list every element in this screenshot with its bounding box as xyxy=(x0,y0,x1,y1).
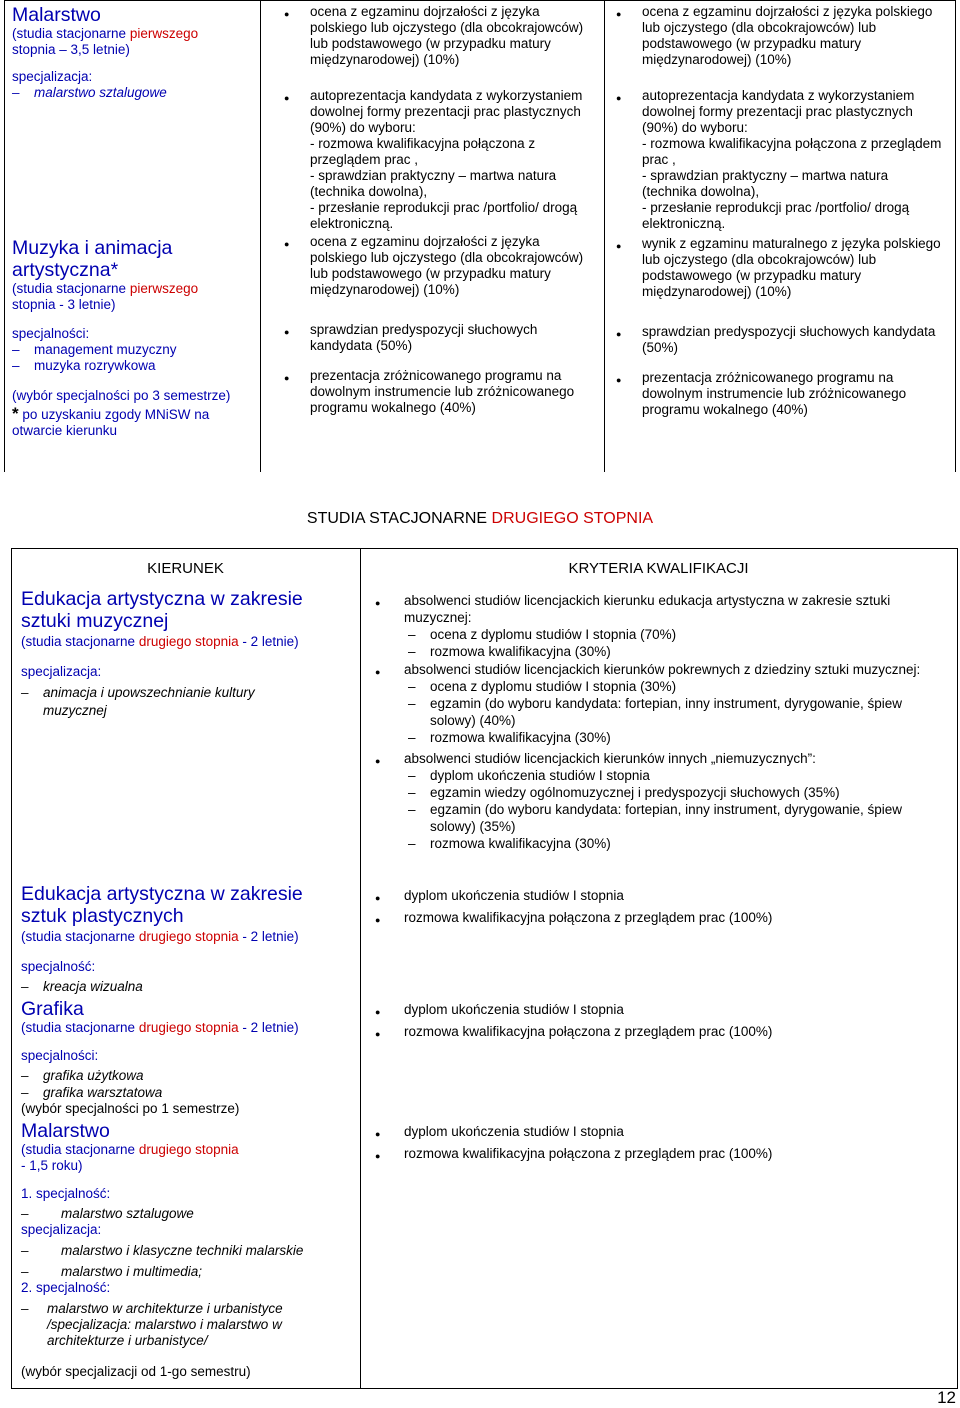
criteria-group: ● absolwenci studiów licencjackich kierunków pokrewnych z dziedziny sztuki muzycznej: xyxy=(372,661,947,678)
criteria-item: ● dyplom ukończenia studiów I stopnia xyxy=(372,1123,947,1140)
spec1-label: 1. specjalność: xyxy=(21,1186,111,1201)
mode-level: drugiego stopnia xyxy=(138,1020,239,1035)
spec-item: – grafika warsztatowa xyxy=(21,1085,351,1101)
choice-note: (wybór specjalności po 3 semestrze) xyxy=(12,388,231,403)
mode-prefix: (studia stacjonarne xyxy=(21,1142,139,1157)
criteria-item: ● rozmowa kwalifikacyjna połączona z przeglądem prac (100%) xyxy=(372,1023,947,1040)
criteria-edu-plastyczna xyxy=(372,887,947,926)
table-top-border xyxy=(11,548,958,549)
criteria-item: ● rozmowa kwalifikacyjna połączona z przeglądem prac (100%) xyxy=(372,909,947,926)
criteria-group: ● absolwenci studiów licencjackich kierunku edukacja artystyczna w zakresie sztuki muzycznej: xyxy=(372,592,947,626)
program-title: Grafika xyxy=(21,998,84,1020)
criterion: ● sprawdzian predyspozycji słuchowych kandydata (50%) xyxy=(284,322,590,354)
mode-prefix: (studia stacjonarne xyxy=(21,1020,139,1035)
criteria-malarstwo xyxy=(372,1123,947,1162)
program-mode-line2: stopnia - 3 letnie) xyxy=(12,297,116,312)
mode-level: drugiego stopnia xyxy=(138,1142,239,1157)
criteria-edu-muzyczna xyxy=(372,592,947,852)
criteria-item: – rozmowa kwalifikacyjna (30%) xyxy=(404,643,947,660)
criterion: ● ocena z egzaminu dojrzałości z języka polskiego lub ojczystego (dla obcokrajowców) lub podstawowego (w przypadku matury międzynarodowej) (10%) xyxy=(616,4,946,68)
criteria-item: ● rozmowa kwalifikacyjna połączona z przeglądem prac (100%) xyxy=(372,1145,947,1162)
program-mode xyxy=(21,634,351,650)
left-border xyxy=(4,0,5,472)
program-title-malarstwo: Malarstwo xyxy=(12,4,101,26)
criterion-option: - rozmowa kwalifikacyjna połączona z przeglądem prac , xyxy=(642,136,942,167)
table-bottom-border xyxy=(11,1388,958,1389)
spec-item: – malarstwo sztalugowe xyxy=(21,1206,351,1222)
footnote xyxy=(12,406,258,439)
program-mode-line2: - 1,5 roku) xyxy=(21,1158,83,1173)
mode-level: pierwszego xyxy=(129,281,199,296)
criteria-grafika xyxy=(372,1001,947,1040)
criterion-text: ● autoprezentacja kandydata z wykorzystaniem dowolnej formy prezentacji prac plastycznych (90%) do wyboru: xyxy=(310,88,583,135)
program-mode xyxy=(12,26,258,42)
spec-item: – management muzyczny xyxy=(12,342,258,358)
spec-item: – animacja i upowszechnianie kultury muzycznej xyxy=(21,684,293,720)
spec1-sub-label: specjalizacja: xyxy=(21,1222,102,1237)
top-col-kierunek xyxy=(12,4,258,439)
choice-note: (wybór specjalności po 1 semestrze) xyxy=(21,1101,240,1116)
top-col-criteria-b xyxy=(616,4,946,430)
criterion-text: ● autoprezentacja kandydata z wykorzystaniem dowolnej formy prezentacji prac plastycznych (90%) do wyboru: xyxy=(642,88,915,135)
criterion: ● prezentacja zróżnicowanego programu na dowolnym instrumencie lub zróżnicowanego programu wokalnego (40%) xyxy=(284,368,590,416)
col-divider-2 xyxy=(604,0,605,472)
spec-label: specjalności: xyxy=(12,326,90,341)
criteria-group: ● absolwenci studiów licencjackich kierunków innych „niemuzycznych”: xyxy=(372,750,947,767)
spec-label: specjalności: xyxy=(21,1048,99,1063)
heading-level: DRUGIEGO STOPNIA xyxy=(491,510,654,527)
criterion-option: - sprawdzian praktyczny – martwa natura (technika dowolna), xyxy=(642,168,889,199)
program-mode xyxy=(21,1142,351,1158)
program-title: Malarstwo xyxy=(21,1120,110,1142)
spec-item: – malarstwo i multimedia; xyxy=(21,1264,351,1280)
criterion-option: - przesłanie reprodukcji prac /portfolio/ drogą elektroniczną. xyxy=(310,200,578,231)
table-right-border xyxy=(957,548,958,1389)
mode-suffix: - 2 letnie) xyxy=(238,929,299,944)
criterion: ● prezentacja zróżnicowanego programu na dowolnym instrumencie lub zróżnicowanego programu wokalnego (40%) xyxy=(616,370,946,418)
spec-label: specjalizacja: xyxy=(12,69,93,84)
spec-item: – malarstwo w architekturze i urbanistyce /specjalizacja: malarstwo i malarstwo w architekturze i urbanistyce/ xyxy=(21,1301,343,1349)
col-divider-1 xyxy=(260,0,261,472)
criteria-item: – egzamin (do wyboru kandydata: fortepian, inny instrument, dyrygowanie, śpiew solowy) (40%) xyxy=(404,695,947,729)
criteria-item: – rozmowa kwalifikacyjna (30%) xyxy=(404,835,947,852)
top-col-criteria-a xyxy=(284,4,590,428)
mode-prefix: (studia stacjonarne xyxy=(12,281,130,296)
criterion-option: - przesłanie reprodukcji prac /portfolio/ drogą elektroniczną. xyxy=(642,200,910,231)
program-title: Edukacja artystyczna w zakresie sztuk plastycznych xyxy=(21,883,303,927)
criteria-item: – ocena z dyplomu studiów I stopnia (70%) xyxy=(404,626,947,643)
table-left-border xyxy=(11,548,12,1389)
mode-level: drugiego stopnia xyxy=(138,634,239,649)
criterion: ● wynik z egzaminu maturalnego z języka polskiego lub ojczystego (dla obcokrajowców) lub podstawowego (w przypadku matury międzynarodowej) (10%) xyxy=(616,236,946,300)
program-malarstwo xyxy=(21,1120,351,1380)
criteria-item: – dyplom ukończenia studiów I stopnia xyxy=(404,767,947,784)
mode-prefix: (studia stacjonarne xyxy=(21,929,139,944)
section-heading xyxy=(0,510,960,528)
program-mode-line2: stopnia – 3,5 letnie) xyxy=(12,42,130,57)
program-title-muzyka: Muzyka i animacja xyxy=(12,237,173,259)
spec-item: – muzyka rozrywkowa xyxy=(12,358,258,374)
mode-level: drugiego stopnia xyxy=(138,929,239,944)
criterion xyxy=(284,88,590,232)
mode-prefix: (studia stacjonarne xyxy=(21,634,139,649)
program-mode xyxy=(12,281,258,297)
criteria-item: – rozmowa kwalifikacyjna (30%) xyxy=(404,729,947,746)
mode-prefix: (studia stacjonarne xyxy=(12,26,130,41)
footnote-text: po uzyskaniu zgody MNiSW na otwarcie kierunku xyxy=(12,407,210,438)
criterion: ● sprawdzian predyspozycji słuchowych kandydata (50%) xyxy=(616,324,946,356)
program-title: Edukacja artystyczna w zakresie sztuki muzycznej xyxy=(21,588,303,632)
top-border xyxy=(4,0,956,1)
criterion xyxy=(616,88,946,232)
program-edu-muzyczna xyxy=(21,588,351,720)
page-number: 12 xyxy=(937,1388,956,1407)
header-kryteria: KRYTERIA KWALIFIKACJI xyxy=(568,560,749,577)
spec-label: specjalność: xyxy=(21,959,96,974)
mode-suffix: - 2 letnie) xyxy=(238,1020,299,1035)
program-edu-plastyczna xyxy=(21,883,351,995)
spec-item: – malarstwo sztalugowe xyxy=(12,85,258,101)
criteria-item: – egzamin wiedzy ogólnomuzycznej i predyspozycji słuchowych (35%) xyxy=(404,784,947,801)
criteria-item: ● dyplom ukończenia studiów I stopnia xyxy=(372,887,947,904)
spec-item: – malarstwo i klasyczne techniki malarskie xyxy=(21,1243,351,1259)
footnote-star: * xyxy=(12,404,19,423)
program-title-muzyka-2: artystyczna* xyxy=(12,259,119,281)
criterion: ● ocena z egzaminu dojrzałości z języka polskiego lub ojczystego (dla obcokrajowców) lub podstawowego (w przypadku matury międzynarodowej) (10%) xyxy=(284,234,590,298)
spec-label: specjalizacja: xyxy=(21,664,102,679)
criterion-option: - rozmowa kwalifikacyjna połączona z przeglądem prac , xyxy=(310,136,536,167)
mode-suffix: - 2 letnie) xyxy=(238,634,299,649)
spec-item: – grafika użytkowa xyxy=(21,1068,351,1084)
header-kierunek: KIERUNEK xyxy=(147,560,224,577)
heading-prefix: STUDIA STACJONARNE xyxy=(306,510,492,527)
criteria-item: – ocena z dyplomu studiów I stopnia (30%) xyxy=(404,678,947,695)
criteria-item: ● dyplom ukończenia studiów I stopnia xyxy=(372,1001,947,1018)
program-mode xyxy=(21,929,351,945)
mode-level: pierwszego xyxy=(129,26,199,41)
choice-note: (wybór specjalizacji od 1-go semestru) xyxy=(21,1364,251,1379)
program-mode xyxy=(21,1020,351,1036)
criteria-item: – egzamin (do wyboru kandydata: fortepian, inny instrument, dyrygowanie, śpiew solowy) (35%) xyxy=(404,801,947,835)
spec2-label: 2. specjalność: xyxy=(21,1280,111,1295)
criterion-option: - sprawdzian praktyczny – martwa natura (technika dowolna), xyxy=(310,168,557,199)
spec-item: – kreacja wizualna xyxy=(21,979,351,995)
criterion: ● ocena z egzaminu dojrzałości z języka polskiego lub ojczystego (dla obcokrajowców) lub podstawowego (w przypadku matury międzynarodowej) (10%) xyxy=(284,4,590,68)
right-border xyxy=(955,0,956,472)
table-col-divider xyxy=(360,548,361,1389)
program-grafika xyxy=(21,998,351,1117)
